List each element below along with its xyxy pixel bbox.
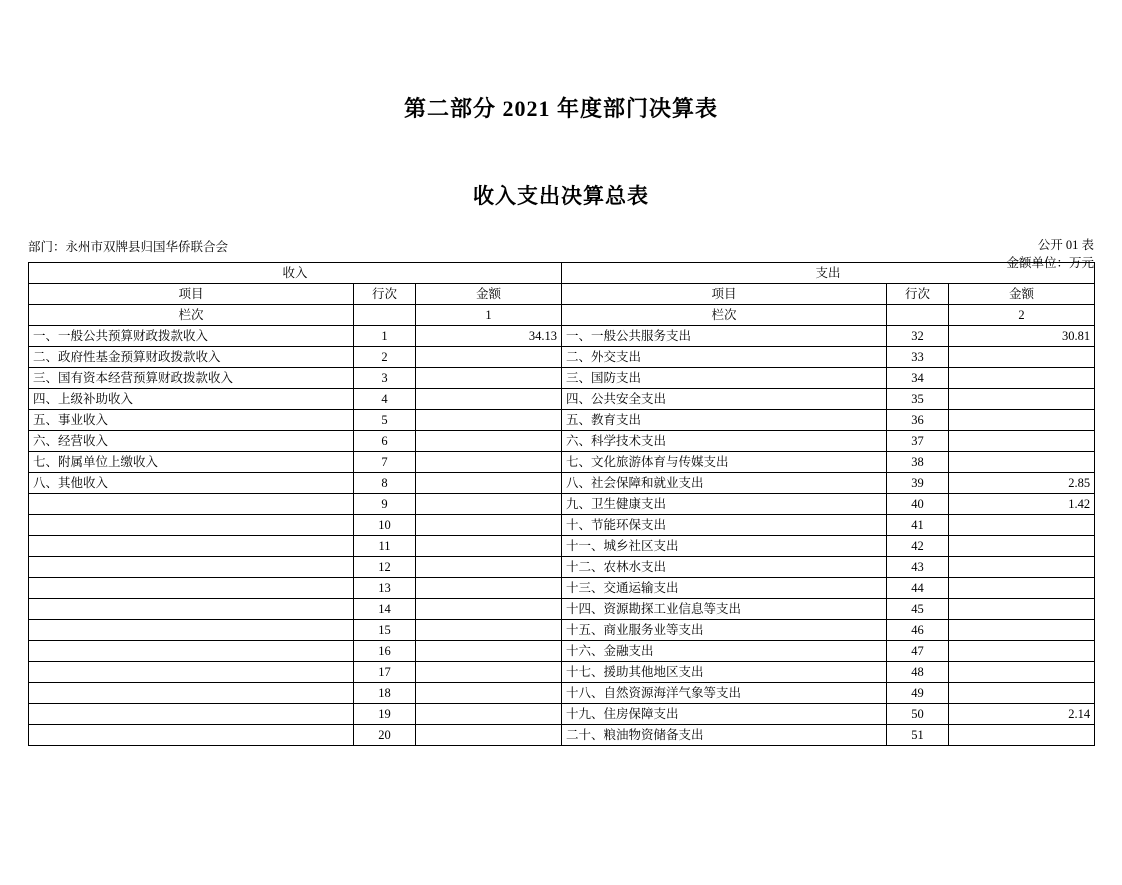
table-title: 收入支出决算总表 xyxy=(473,184,649,208)
table-row xyxy=(29,641,1095,662)
sheet-code: 公开 01 表 xyxy=(1037,238,1094,252)
table-row xyxy=(29,557,1095,578)
income-amount: 34.13 xyxy=(416,326,562,347)
expense-amount xyxy=(949,725,1095,746)
income-amount xyxy=(416,347,562,368)
income-row-no: 5 xyxy=(354,410,416,431)
table-row xyxy=(29,683,1095,704)
expense-row-no: 36 xyxy=(887,410,949,431)
table-body xyxy=(29,326,1095,746)
table-row xyxy=(29,599,1095,620)
table-column-number-row xyxy=(29,305,1095,326)
expense-amount xyxy=(949,578,1095,599)
income-item xyxy=(29,662,354,683)
income-amount xyxy=(416,410,562,431)
expense-item: 十九、住房保障支出 xyxy=(562,704,887,725)
table-row xyxy=(29,389,1095,410)
table-row xyxy=(29,620,1095,641)
expense-item: 六、科学技术支出 xyxy=(562,431,887,452)
income-row-no: 11 xyxy=(354,536,416,557)
expense-row-no: 33 xyxy=(887,347,949,368)
income-item xyxy=(29,641,354,662)
expense-item: 九、卫生健康支出 xyxy=(562,494,887,515)
income-row-no: 17 xyxy=(354,662,416,683)
income-amount xyxy=(416,473,562,494)
expense-amount xyxy=(949,599,1095,620)
expense-row-no: 45 xyxy=(887,599,949,620)
income-item xyxy=(29,704,354,725)
income-item xyxy=(29,620,354,641)
col-header-expense-amount: 金额 xyxy=(949,284,1095,305)
table-row xyxy=(29,536,1095,557)
income-item xyxy=(29,536,354,557)
income-row-no: 14 xyxy=(354,599,416,620)
table-row xyxy=(29,725,1095,746)
expense-row-no: 34 xyxy=(887,368,949,389)
expense-item: 四、公共安全支出 xyxy=(562,389,887,410)
expense-amount xyxy=(949,683,1095,704)
expense-item: 五、教育支出 xyxy=(562,410,887,431)
subheader-blank-income-row xyxy=(354,305,416,326)
income-item: 六、经营收入 xyxy=(29,431,354,452)
table-row xyxy=(29,347,1095,368)
expense-row-no: 47 xyxy=(887,641,949,662)
expense-item: 十一、城乡社区支出 xyxy=(562,536,887,557)
income-amount xyxy=(416,599,562,620)
income-row-no: 19 xyxy=(354,704,416,725)
income-amount xyxy=(416,389,562,410)
income-item xyxy=(29,557,354,578)
expense-row-no: 39 xyxy=(887,473,949,494)
expense-amount xyxy=(949,389,1095,410)
income-row-no: 13 xyxy=(354,578,416,599)
expense-item: 十四、资源勘探工业信息等支出 xyxy=(562,599,887,620)
income-item: 四、上级补助收入 xyxy=(29,389,354,410)
income-item: 五、事业收入 xyxy=(29,410,354,431)
income-amount xyxy=(416,683,562,704)
expense-row-no: 48 xyxy=(887,662,949,683)
expense-item: 一、一般公共服务支出 xyxy=(562,326,887,347)
expense-item: 十七、援助其他地区支出 xyxy=(562,662,887,683)
col-header-income-row-no: 行次 xyxy=(354,284,416,305)
expense-row-no: 40 xyxy=(887,494,949,515)
income-item xyxy=(29,599,354,620)
expense-row-no: 51 xyxy=(887,725,949,746)
expense-row-no: 41 xyxy=(887,515,949,536)
income-expense-table xyxy=(28,262,1095,746)
table-row xyxy=(29,368,1095,389)
income-item: 八、其他收入 xyxy=(29,473,354,494)
income-amount xyxy=(416,368,562,389)
expense-amount xyxy=(949,662,1095,683)
income-row-no: 10 xyxy=(354,515,416,536)
expense-row-no: 37 xyxy=(887,431,949,452)
group-header-income: 收入 xyxy=(29,263,562,284)
expense-amount xyxy=(949,431,1095,452)
income-row-no: 1 xyxy=(354,326,416,347)
table-column-header-row xyxy=(29,284,1095,305)
table-header xyxy=(29,263,1095,326)
expense-amount: 30.81 xyxy=(949,326,1095,347)
table-row xyxy=(29,578,1095,599)
table-row xyxy=(29,410,1095,431)
expense-row-no: 46 xyxy=(887,620,949,641)
column-number-expense: 2 xyxy=(949,305,1095,326)
income-item: 二、政府性基金预算财政拨款收入 xyxy=(29,347,354,368)
income-amount xyxy=(416,704,562,725)
table-row xyxy=(29,452,1095,473)
expense-amount: 2.14 xyxy=(949,704,1095,725)
col-header-income-item: 项目 xyxy=(29,284,354,305)
income-amount xyxy=(416,620,562,641)
expense-amount xyxy=(949,641,1095,662)
income-amount xyxy=(416,641,562,662)
expense-amount xyxy=(949,368,1095,389)
expense-item: 三、国防支出 xyxy=(562,368,887,389)
expense-row-no: 43 xyxy=(887,557,949,578)
col-header-income-amount: 金额 xyxy=(416,284,562,305)
expense-item: 十、节能环保支出 xyxy=(562,515,887,536)
expense-amount xyxy=(949,347,1095,368)
income-item: 三、国有资本经营预算财政拨款收入 xyxy=(29,368,354,389)
expense-item: 二十、粮油物资储备支出 xyxy=(562,725,887,746)
expense-item: 十六、金融支出 xyxy=(562,641,887,662)
income-item xyxy=(29,494,354,515)
expense-row-no: 50 xyxy=(887,704,949,725)
income-item xyxy=(29,515,354,536)
income-amount xyxy=(416,452,562,473)
income-amount xyxy=(416,431,562,452)
income-row-no: 9 xyxy=(354,494,416,515)
income-item xyxy=(29,578,354,599)
table-group-header-row xyxy=(29,263,1095,284)
expense-amount: 2.85 xyxy=(949,473,1095,494)
income-row-no: 2 xyxy=(354,347,416,368)
col-header-expense-item: 项目 xyxy=(562,284,887,305)
col-header-expense-row-no: 行次 xyxy=(887,284,949,305)
expense-item: 二、外交支出 xyxy=(562,347,887,368)
subheader-label-expense: 栏次 xyxy=(562,305,887,326)
income-row-no: 12 xyxy=(354,557,416,578)
expense-item: 十八、自然资源海洋气象等支出 xyxy=(562,683,887,704)
table-row xyxy=(29,704,1095,725)
income-amount xyxy=(416,536,562,557)
column-number-income: 1 xyxy=(416,305,562,326)
income-amount xyxy=(416,515,562,536)
expense-amount xyxy=(949,536,1095,557)
expense-item: 十五、商业服务业等支出 xyxy=(562,620,887,641)
income-item: 七、附属单位上缴收入 xyxy=(29,452,354,473)
income-row-no: 6 xyxy=(354,431,416,452)
expense-row-no: 32 xyxy=(887,326,949,347)
table-row xyxy=(29,662,1095,683)
expense-row-no: 38 xyxy=(887,452,949,473)
income-row-no: 8 xyxy=(354,473,416,494)
income-amount xyxy=(416,494,562,515)
amount-unit-note: 金额单位：万元 xyxy=(1006,256,1094,271)
income-row-no: 4 xyxy=(354,389,416,410)
table-row xyxy=(29,494,1095,515)
subheader-blank-expense-row xyxy=(887,305,949,326)
expense-row-no: 35 xyxy=(887,389,949,410)
income-row-no: 18 xyxy=(354,683,416,704)
expense-item: 十三、交通运输支出 xyxy=(562,578,887,599)
income-amount xyxy=(416,725,562,746)
table-row xyxy=(29,515,1095,536)
income-amount xyxy=(416,662,562,683)
expense-amount xyxy=(949,620,1095,641)
expense-amount xyxy=(949,452,1095,473)
income-row-no: 20 xyxy=(354,725,416,746)
income-item xyxy=(29,683,354,704)
income-row-no: 3 xyxy=(354,368,416,389)
page-title: 第二部分 2021 年度部门决算表 xyxy=(403,96,718,121)
expense-amount xyxy=(949,557,1095,578)
expense-item: 十二、农林水支出 xyxy=(562,557,887,578)
expense-row-no: 44 xyxy=(887,578,949,599)
income-item xyxy=(29,725,354,746)
document-page xyxy=(0,92,1122,885)
income-amount xyxy=(416,557,562,578)
expense-amount xyxy=(949,410,1095,431)
expense-amount xyxy=(949,515,1095,536)
expense-amount: 1.42 xyxy=(949,494,1095,515)
expense-row-no: 42 xyxy=(887,536,949,557)
income-row-no: 15 xyxy=(354,620,416,641)
expense-item: 七、文化旅游体育与传媒支出 xyxy=(562,452,887,473)
income-row-no: 7 xyxy=(354,452,416,473)
expense-item: 八、社会保障和就业支出 xyxy=(562,473,887,494)
table-row xyxy=(29,431,1095,452)
group-header-expense: 支出 xyxy=(562,263,1095,284)
expense-row-no: 49 xyxy=(887,683,949,704)
table-row xyxy=(29,326,1095,347)
department-line: 部门：永州市双牌县归国华侨联合会 xyxy=(28,240,229,255)
income-row-no: 16 xyxy=(354,641,416,662)
income-amount xyxy=(416,578,562,599)
income-item: 一、一般公共预算财政拨款收入 xyxy=(29,326,354,347)
subheader-label-income: 栏次 xyxy=(29,305,354,326)
table-row xyxy=(29,473,1095,494)
